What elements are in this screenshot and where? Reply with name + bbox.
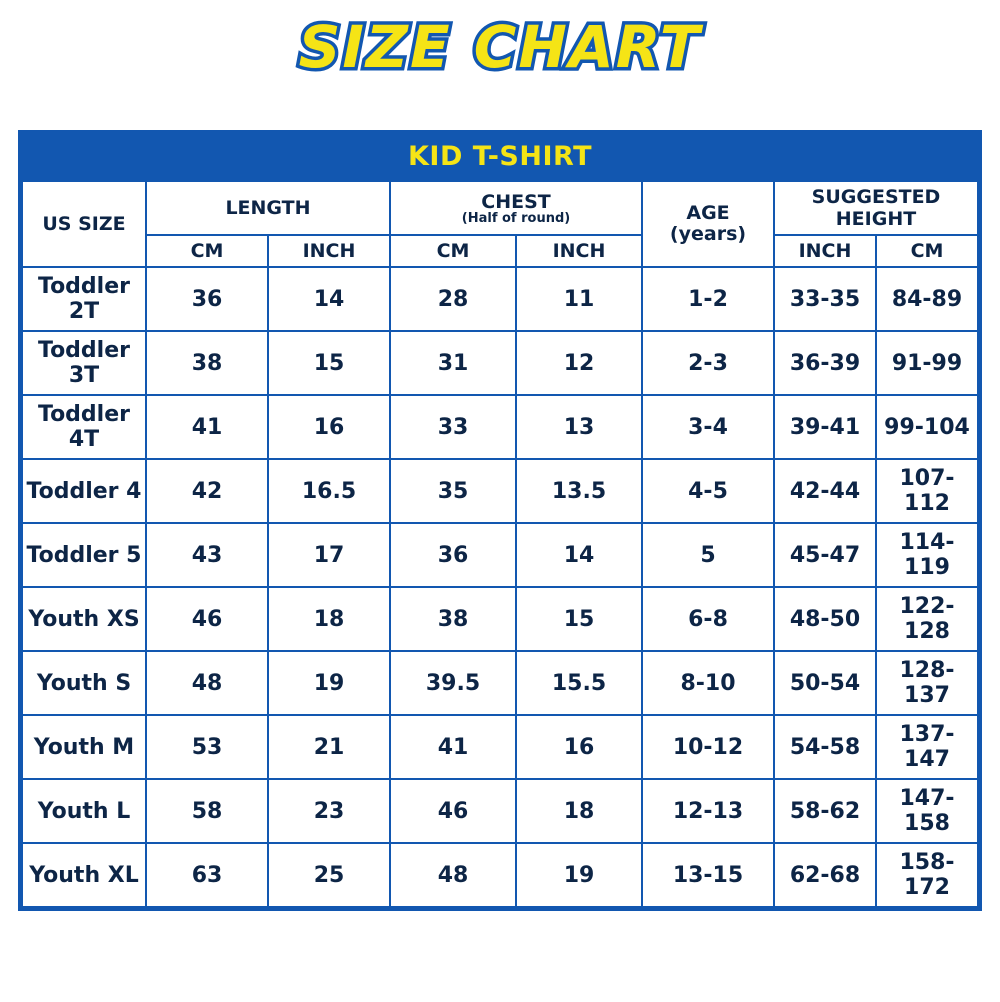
table-cell-size-label: Toddler 2T — [22, 267, 146, 331]
table-cell: 1-2 — [642, 267, 774, 331]
table-sub-header-row — [22, 235, 978, 267]
table-row — [22, 715, 978, 779]
table-cell: 128-137 — [876, 651, 978, 715]
table-cell: 33 — [390, 395, 516, 459]
table-cell: 35 — [390, 459, 516, 523]
table-cell: 48 — [146, 651, 268, 715]
table-cell: 39-41 — [774, 395, 876, 459]
table-cell-size-label: Youth L — [22, 779, 146, 843]
chart-subtitle: KID T-SHIRT — [21, 133, 979, 182]
table-cell: 36 — [390, 523, 516, 587]
table-row — [22, 459, 978, 523]
table-cell: 4-5 — [642, 459, 774, 523]
table-cell: 15 — [268, 331, 390, 395]
table-cell: 42-44 — [774, 459, 876, 523]
table-cell: 54-58 — [774, 715, 876, 779]
table-cell: 19 — [516, 843, 642, 907]
column-header-length: LENGTH — [146, 182, 390, 235]
table-cell: 46 — [390, 779, 516, 843]
table-cell: 91-99 — [876, 331, 978, 395]
table-cell: 2-3 — [642, 331, 774, 395]
table-row — [22, 651, 978, 715]
table-row — [22, 523, 978, 587]
table-cell: 33-35 — [774, 267, 876, 331]
table-cell-size-label: Youth XL — [22, 843, 146, 907]
table-cell: 14 — [516, 523, 642, 587]
table-cell: 25 — [268, 843, 390, 907]
table-cell-size-label: Toddler 5 — [22, 523, 146, 587]
table-cell: 39.5 — [390, 651, 516, 715]
table-cell: 8-10 — [642, 651, 774, 715]
column-header-age-note: (years) — [669, 223, 747, 245]
size-chart-table-container — [18, 130, 982, 911]
column-subheader-chest-inch: INCH — [516, 235, 642, 267]
size-chart-table — [21, 182, 979, 908]
table-cell: 36 — [146, 267, 268, 331]
column-subheader-chest-cm: CM — [390, 235, 516, 267]
table-cell-size-label: Youth S — [22, 651, 146, 715]
table-cell: 13 — [516, 395, 642, 459]
table-row — [22, 843, 978, 907]
table-head — [22, 182, 978, 267]
column-header-suggested-height: SUGGESTED HEIGHT — [774, 182, 978, 235]
table-cell-size-label: Toddler 4 — [22, 459, 146, 523]
table-cell: 36-39 — [774, 331, 876, 395]
table-cell: 31 — [390, 331, 516, 395]
table-cell: 14 — [268, 267, 390, 331]
table-cell-size-label: Toddler 4T — [22, 395, 146, 459]
title-container — [0, 13, 1000, 81]
table-body — [22, 267, 978, 907]
table-row — [22, 267, 978, 331]
table-cell: 10-12 — [642, 715, 774, 779]
table-cell: 21 — [268, 715, 390, 779]
table-cell: 41 — [146, 395, 268, 459]
table-cell: 43 — [146, 523, 268, 587]
table-cell: 84-89 — [876, 267, 978, 331]
table-cell: 41 — [390, 715, 516, 779]
table-group-header-row — [22, 182, 978, 235]
table-cell: 15 — [516, 587, 642, 651]
table-cell: 107-112 — [876, 459, 978, 523]
table-cell: 16 — [268, 395, 390, 459]
table-cell: 42 — [146, 459, 268, 523]
table-cell: 114-119 — [876, 523, 978, 587]
table-cell: 12-13 — [642, 779, 774, 843]
table-cell: 48-50 — [774, 587, 876, 651]
table-cell-size-label: Toddler 3T — [22, 331, 146, 395]
table-cell: 18 — [516, 779, 642, 843]
table-cell: 58 — [146, 779, 268, 843]
table-cell: 50-54 — [774, 651, 876, 715]
column-header-age-label: AGE — [686, 202, 730, 224]
table-cell: 23 — [268, 779, 390, 843]
column-header-chest — [390, 182, 642, 235]
table-cell-size-label: Youth XS — [22, 587, 146, 651]
table-cell: 18 — [268, 587, 390, 651]
table-row — [22, 587, 978, 651]
table-cell: 13.5 — [516, 459, 642, 523]
table-cell: 16.5 — [268, 459, 390, 523]
table-cell: 62-68 — [774, 843, 876, 907]
column-header-chest-note: (Half of round) — [461, 210, 571, 226]
table-cell: 158-172 — [876, 843, 978, 907]
table-cell: 122-128 — [876, 587, 978, 651]
table-cell: 38 — [390, 587, 516, 651]
column-subheader-length-cm: CM — [146, 235, 268, 267]
table-cell: 147-158 — [876, 779, 978, 843]
table-cell: 28 — [390, 267, 516, 331]
table-cell: 13-15 — [642, 843, 774, 907]
table-row — [22, 395, 978, 459]
table-cell: 99-104 — [876, 395, 978, 459]
table-cell: 6-8 — [642, 587, 774, 651]
column-subheader-height-cm: CM — [876, 235, 978, 267]
table-cell: 12 — [516, 331, 642, 395]
table-cell: 58-62 — [774, 779, 876, 843]
table-cell: 48 — [390, 843, 516, 907]
column-header-us-size: US SIZE — [22, 182, 146, 267]
table-cell: 3-4 — [642, 395, 774, 459]
table-row — [22, 779, 978, 843]
table-cell: 53 — [146, 715, 268, 779]
column-header-chest-label: CHEST — [481, 190, 551, 213]
table-cell: 16 — [516, 715, 642, 779]
table-cell-size-label: Youth M — [22, 715, 146, 779]
table-cell: 63 — [146, 843, 268, 907]
column-subheader-length-inch: INCH — [268, 235, 390, 267]
table-cell: 17 — [268, 523, 390, 587]
table-cell: 19 — [268, 651, 390, 715]
table-cell: 45-47 — [774, 523, 876, 587]
column-header-age — [642, 182, 774, 267]
table-cell: 46 — [146, 587, 268, 651]
table-cell: 11 — [516, 267, 642, 331]
table-cell: 38 — [146, 331, 268, 395]
column-subheader-height-inch: INCH — [774, 235, 876, 267]
table-cell: 137-147 — [876, 715, 978, 779]
page-title: SIZE CHART — [298, 13, 702, 81]
table-row — [22, 331, 978, 395]
table-cell: 15.5 — [516, 651, 642, 715]
table-cell: 5 — [642, 523, 774, 587]
